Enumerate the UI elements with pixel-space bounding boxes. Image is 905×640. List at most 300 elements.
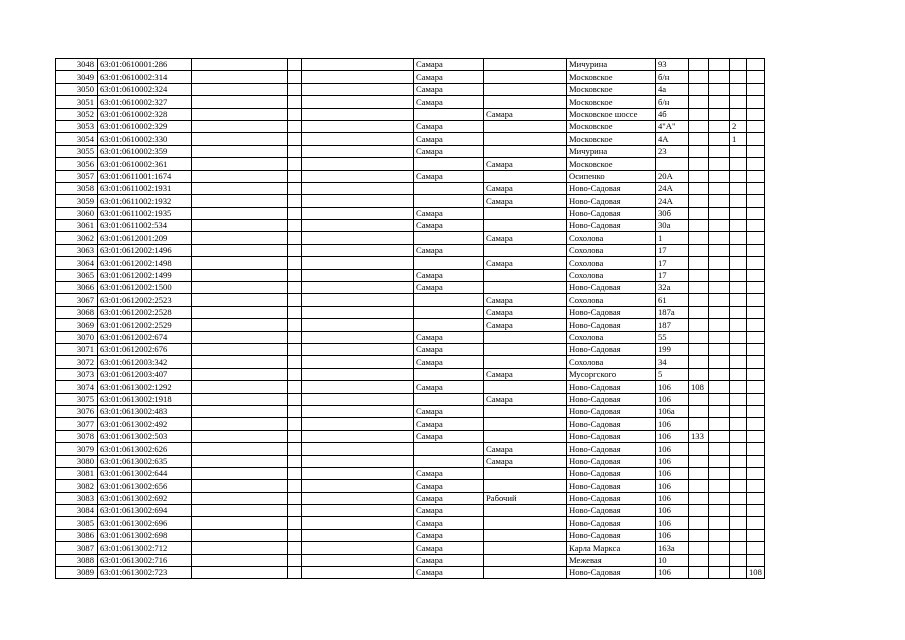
cell-n: 3080: [56, 455, 98, 467]
cell-house: 106: [656, 480, 689, 492]
table-row: [56, 170, 765, 182]
cell-cadastral: 63:01:0612003:407: [98, 368, 192, 380]
cell-flat: [730, 331, 747, 343]
cell-city: Самара: [414, 96, 484, 108]
cell-flat: [730, 480, 747, 492]
cell-c3: [288, 244, 302, 256]
cell-c2: [192, 220, 288, 232]
cell-c4: [302, 381, 414, 393]
cell-c4: [302, 368, 414, 380]
cell-locality: [484, 343, 567, 355]
cell-city: Самара: [414, 343, 484, 355]
table-row: [56, 480, 765, 492]
cell-c2: [192, 455, 288, 467]
cell-cadastral: 63:01:0611001:1674: [98, 170, 192, 182]
cell-c2: [192, 418, 288, 430]
cell-locality: [484, 244, 567, 256]
table-row: [56, 381, 765, 393]
cell-c10: [709, 467, 730, 479]
cell-c12: [747, 529, 765, 541]
cell-city: Самара: [414, 542, 484, 554]
cell-c4: [302, 319, 414, 331]
cell-cadastral: 63:01:0613002:1292: [98, 381, 192, 393]
cell-c2: [192, 306, 288, 318]
cell-cadastral: 63:01:0613002:692: [98, 492, 192, 504]
cell-building: [689, 244, 709, 256]
cell-house: 106: [656, 393, 689, 405]
cell-house: 10: [656, 554, 689, 566]
cell-c4: [302, 356, 414, 368]
cell-c2: [192, 257, 288, 269]
table-row: [56, 455, 765, 467]
cell-cadastral: 63:01:0612001:209: [98, 232, 192, 244]
cell-c12: [747, 455, 765, 467]
cell-locality: [484, 480, 567, 492]
cell-n: 3076: [56, 405, 98, 417]
cell-c10: [709, 195, 730, 207]
cell-building: [689, 517, 709, 529]
cell-c10: [709, 232, 730, 244]
cell-locality: [484, 331, 567, 343]
cell-street: Ново-Садовая: [567, 195, 656, 207]
cell-city: [414, 108, 484, 120]
cell-c3: [288, 480, 302, 492]
cell-flat: [730, 282, 747, 294]
cell-city: [414, 232, 484, 244]
cell-cadastral: 63:01:0613002:698: [98, 529, 192, 541]
cell-flat: [730, 492, 747, 504]
cell-c10: [709, 120, 730, 132]
cell-c2: [192, 393, 288, 405]
cell-city: [414, 257, 484, 269]
cell-street: Ново-Садовая: [567, 529, 656, 541]
cell-cadastral: 63:01:0611002:1931: [98, 182, 192, 194]
cell-street: Сохолова: [567, 257, 656, 269]
cell-street: Ново-Садовая: [567, 517, 656, 529]
cell-locality: [484, 207, 567, 219]
cell-c2: [192, 480, 288, 492]
cell-c3: [288, 133, 302, 145]
cell-cadastral: 63:01:0610002:330: [98, 133, 192, 145]
cell-city: [414, 455, 484, 467]
data-table: [55, 58, 765, 579]
cell-building: [689, 96, 709, 108]
cell-flat: [730, 405, 747, 417]
cell-flat: [730, 96, 747, 108]
cell-c4: [302, 158, 414, 170]
cell-c4: [302, 133, 414, 145]
cell-c4: [302, 418, 414, 430]
cell-c2: [192, 133, 288, 145]
cell-building: [689, 195, 709, 207]
cell-flat: [730, 158, 747, 170]
cell-n: 3073: [56, 368, 98, 380]
cell-cadastral: 63:01:0612002:1499: [98, 269, 192, 281]
cell-locality: Рабочий: [484, 492, 567, 504]
cell-street: Сохолова: [567, 294, 656, 306]
cell-c10: [709, 480, 730, 492]
cell-house: 106: [656, 443, 689, 455]
cell-c3: [288, 59, 302, 71]
cell-street: Сохолова: [567, 244, 656, 256]
cell-flat: [730, 244, 747, 256]
cell-c2: [192, 120, 288, 132]
cell-city: Самара: [414, 405, 484, 417]
cell-house: [656, 158, 689, 170]
cell-c10: [709, 71, 730, 83]
cell-flat: [730, 207, 747, 219]
cell-cadastral: 63:01:0612002:674: [98, 331, 192, 343]
cell-n: 3052: [56, 108, 98, 120]
cell-house: 4"А": [656, 120, 689, 132]
cell-city: [414, 182, 484, 194]
cell-city: [414, 368, 484, 380]
cell-house: 106: [656, 505, 689, 517]
cell-cadastral: 63:01:0612002:2528: [98, 306, 192, 318]
cell-c10: [709, 393, 730, 405]
cell-flat: [730, 269, 747, 281]
cell-n: 3083: [56, 492, 98, 504]
table-row: [56, 529, 765, 541]
cell-c2: [192, 71, 288, 83]
cell-locality: [484, 430, 567, 442]
cell-cadastral: 63:01:0613002:483: [98, 405, 192, 417]
cell-house: 163а: [656, 542, 689, 554]
cell-c12: [747, 108, 765, 120]
cell-c4: [302, 455, 414, 467]
cell-c4: [302, 282, 414, 294]
cell-n: 3069: [56, 319, 98, 331]
table-row: [56, 405, 765, 417]
cell-cadastral: 63:01:0610002:324: [98, 83, 192, 95]
cell-c10: [709, 257, 730, 269]
cell-house: 61: [656, 294, 689, 306]
cell-c2: [192, 505, 288, 517]
cell-c4: [302, 393, 414, 405]
cell-c3: [288, 294, 302, 306]
cell-flat: [730, 567, 747, 579]
cell-c12: [747, 393, 765, 405]
table-row: [56, 343, 765, 355]
cell-locality: Самара: [484, 393, 567, 405]
table-row: [56, 195, 765, 207]
cell-house: 55: [656, 331, 689, 343]
cell-c4: [302, 145, 414, 157]
cell-flat: [730, 71, 747, 83]
cell-n: 3074: [56, 381, 98, 393]
cell-building: [689, 220, 709, 232]
cell-cadastral: 63:01:0611002:1932: [98, 195, 192, 207]
cell-c10: [709, 567, 730, 579]
cell-street: Московское: [567, 96, 656, 108]
cell-house: 30б: [656, 207, 689, 219]
cell-n: 3057: [56, 170, 98, 182]
cell-c2: [192, 158, 288, 170]
cell-flat: [730, 170, 747, 182]
table-row: [56, 294, 765, 306]
cell-n: 3050: [56, 83, 98, 95]
cell-cadastral: 63:01:0613002:492: [98, 418, 192, 430]
cell-house: 24А: [656, 195, 689, 207]
cell-c10: [709, 83, 730, 95]
cell-city: [414, 158, 484, 170]
cell-building: [689, 145, 709, 157]
cell-c2: [192, 554, 288, 566]
cell-c4: [302, 343, 414, 355]
cell-cadastral: 63:01:0613002:716: [98, 554, 192, 566]
cell-building: [689, 529, 709, 541]
cell-c12: [747, 83, 765, 95]
cell-c4: [302, 170, 414, 182]
cell-locality: [484, 269, 567, 281]
cell-house: б/н: [656, 96, 689, 108]
cell-building: [689, 405, 709, 417]
cell-city: Самара: [414, 71, 484, 83]
cell-house: 106а: [656, 405, 689, 417]
cell-c10: [709, 220, 730, 232]
cell-c10: [709, 381, 730, 393]
cell-street: Мичурина: [567, 59, 656, 71]
cell-street: Московское: [567, 158, 656, 170]
cell-house: 199: [656, 343, 689, 355]
cell-c12: [747, 220, 765, 232]
cell-building: [689, 319, 709, 331]
cell-n: 3063: [56, 244, 98, 256]
cell-cadastral: 63:01:0613002:644: [98, 467, 192, 479]
cell-c10: [709, 368, 730, 380]
cell-house: 106: [656, 467, 689, 479]
cell-c4: [302, 492, 414, 504]
cell-street: Сохолова: [567, 356, 656, 368]
table-body: [56, 59, 765, 579]
cell-n: 3075: [56, 393, 98, 405]
table-row: [56, 356, 765, 368]
cell-building: [689, 71, 709, 83]
table-row: [56, 232, 765, 244]
cell-c12: [747, 195, 765, 207]
cell-c4: [302, 505, 414, 517]
cell-house: 187: [656, 319, 689, 331]
table-row: [56, 393, 765, 405]
table-row: [56, 220, 765, 232]
cell-city: Самара: [414, 517, 484, 529]
cell-c4: [302, 71, 414, 83]
cell-c3: [288, 492, 302, 504]
table-row: [56, 158, 765, 170]
cell-building: [689, 480, 709, 492]
cell-building: [689, 455, 709, 467]
cell-cadastral: 63:01:0610002:359: [98, 145, 192, 157]
cell-flat: [730, 517, 747, 529]
cell-building: [689, 492, 709, 504]
cell-flat: 1: [730, 133, 747, 145]
cell-house: 106: [656, 381, 689, 393]
cell-c2: [192, 145, 288, 157]
cell-c10: [709, 269, 730, 281]
cell-c10: [709, 170, 730, 182]
table-row: [56, 368, 765, 380]
cell-house: 4А: [656, 133, 689, 145]
cell-building: 108: [689, 381, 709, 393]
cell-street: Ново-Садовая: [567, 467, 656, 479]
cell-city: Самара: [414, 480, 484, 492]
cell-c4: [302, 405, 414, 417]
cell-n: 3059: [56, 195, 98, 207]
cell-c12: [747, 492, 765, 504]
cell-c10: [709, 96, 730, 108]
cell-n: 3061: [56, 220, 98, 232]
cell-street: Ново-Садовая: [567, 418, 656, 430]
cell-street: Ново-Садовая: [567, 405, 656, 417]
cell-street: Ново-Садовая: [567, 282, 656, 294]
cell-locality: Самара: [484, 182, 567, 194]
cell-cadastral: 63:01:0613002:723: [98, 567, 192, 579]
cell-street: Московское: [567, 120, 656, 132]
cell-n: 3053: [56, 120, 98, 132]
cell-c4: [302, 83, 414, 95]
cell-cadastral: 63:01:0610002:327: [98, 96, 192, 108]
cell-n: 3048: [56, 59, 98, 71]
cell-city: [414, 319, 484, 331]
cell-c12: [747, 182, 765, 194]
cell-c12: [747, 120, 765, 132]
cell-street: Мусоргского: [567, 368, 656, 380]
cell-n: 3066: [56, 282, 98, 294]
cell-locality: Самара: [484, 294, 567, 306]
cell-house: 23: [656, 145, 689, 157]
cell-locality: [484, 418, 567, 430]
cell-building: [689, 467, 709, 479]
cell-n: 3086: [56, 529, 98, 541]
table-row: [56, 505, 765, 517]
cell-building: [689, 554, 709, 566]
cell-c4: [302, 220, 414, 232]
cell-city: Самара: [414, 529, 484, 541]
cell-c2: [192, 83, 288, 95]
cell-street: Осипенко: [567, 170, 656, 182]
cell-cadastral: 63:01:0610002:314: [98, 71, 192, 83]
cell-house: 187а: [656, 306, 689, 318]
cell-c3: [288, 542, 302, 554]
cell-city: Самара: [414, 505, 484, 517]
cell-cadastral: 63:01:0612002:676: [98, 343, 192, 355]
cell-locality: [484, 529, 567, 541]
cell-city: Самара: [414, 170, 484, 182]
cell-house: 34: [656, 356, 689, 368]
cell-n: 3067: [56, 294, 98, 306]
cell-locality: [484, 96, 567, 108]
cell-locality: [484, 405, 567, 417]
cell-c2: [192, 108, 288, 120]
cell-c12: [747, 145, 765, 157]
cell-cadastral: 63:01:0613002:656: [98, 480, 192, 492]
cell-c4: [302, 244, 414, 256]
cell-street: Мичурина: [567, 145, 656, 157]
cell-c12: [747, 467, 765, 479]
cell-house: 106: [656, 529, 689, 541]
cell-flat: [730, 294, 747, 306]
cell-street: Ново-Садовая: [567, 430, 656, 442]
cell-n: 3058: [56, 182, 98, 194]
cell-city: Самара: [414, 207, 484, 219]
cell-flat: [730, 554, 747, 566]
cell-house: 106: [656, 567, 689, 579]
cell-c10: [709, 331, 730, 343]
cell-house: 4б: [656, 108, 689, 120]
cell-locality: Самара: [484, 108, 567, 120]
cell-cadastral: 63:01:0613002:1918: [98, 393, 192, 405]
cell-city: Самара: [414, 467, 484, 479]
cell-n: 3056: [56, 158, 98, 170]
cell-c10: [709, 343, 730, 355]
cell-city: Самара: [414, 381, 484, 393]
cell-building: [689, 505, 709, 517]
cell-building: [689, 83, 709, 95]
cell-c4: [302, 59, 414, 71]
table-row: [56, 71, 765, 83]
cell-building: [689, 182, 709, 194]
cell-c3: [288, 517, 302, 529]
cell-c4: [302, 195, 414, 207]
cell-locality: Самара: [484, 232, 567, 244]
cell-c10: [709, 554, 730, 566]
cell-cadastral: 63:01:0613002:635: [98, 455, 192, 467]
cell-flat: [730, 108, 747, 120]
cell-n: 3064: [56, 257, 98, 269]
cell-city: Самара: [414, 492, 484, 504]
cell-locality: [484, 542, 567, 554]
cell-c12: [747, 356, 765, 368]
cell-locality: Самара: [484, 443, 567, 455]
cell-c3: [288, 207, 302, 219]
cell-c4: [302, 306, 414, 318]
cell-c10: [709, 158, 730, 170]
cell-c4: [302, 529, 414, 541]
cell-c10: [709, 455, 730, 467]
cell-c10: [709, 418, 730, 430]
cell-c4: [302, 517, 414, 529]
cell-city: [414, 195, 484, 207]
cell-c3: [288, 158, 302, 170]
cell-c3: [288, 505, 302, 517]
cell-flat: [730, 83, 747, 95]
cell-house: 106: [656, 430, 689, 442]
cell-building: 133: [689, 430, 709, 442]
cell-c12: [747, 381, 765, 393]
cell-c4: [302, 108, 414, 120]
cell-c12: [747, 207, 765, 219]
cell-cadastral: 63:01:0612002:1498: [98, 257, 192, 269]
cell-locality: Самара: [484, 195, 567, 207]
cell-c3: [288, 331, 302, 343]
cell-n: 3065: [56, 269, 98, 281]
cell-c10: [709, 108, 730, 120]
cell-house: 1: [656, 232, 689, 244]
cell-c2: [192, 294, 288, 306]
cell-c4: [302, 96, 414, 108]
cell-building: [689, 108, 709, 120]
cell-street: Ново-Садовая: [567, 443, 656, 455]
cell-flat: [730, 505, 747, 517]
cell-house: 93: [656, 59, 689, 71]
cell-flat: [730, 182, 747, 194]
cell-street: Сохолова: [567, 331, 656, 343]
cell-city: Самара: [414, 145, 484, 157]
cell-flat: [730, 467, 747, 479]
cell-street: Сохолова: [567, 269, 656, 281]
cell-n: 3049: [56, 71, 98, 83]
cell-building: [689, 207, 709, 219]
